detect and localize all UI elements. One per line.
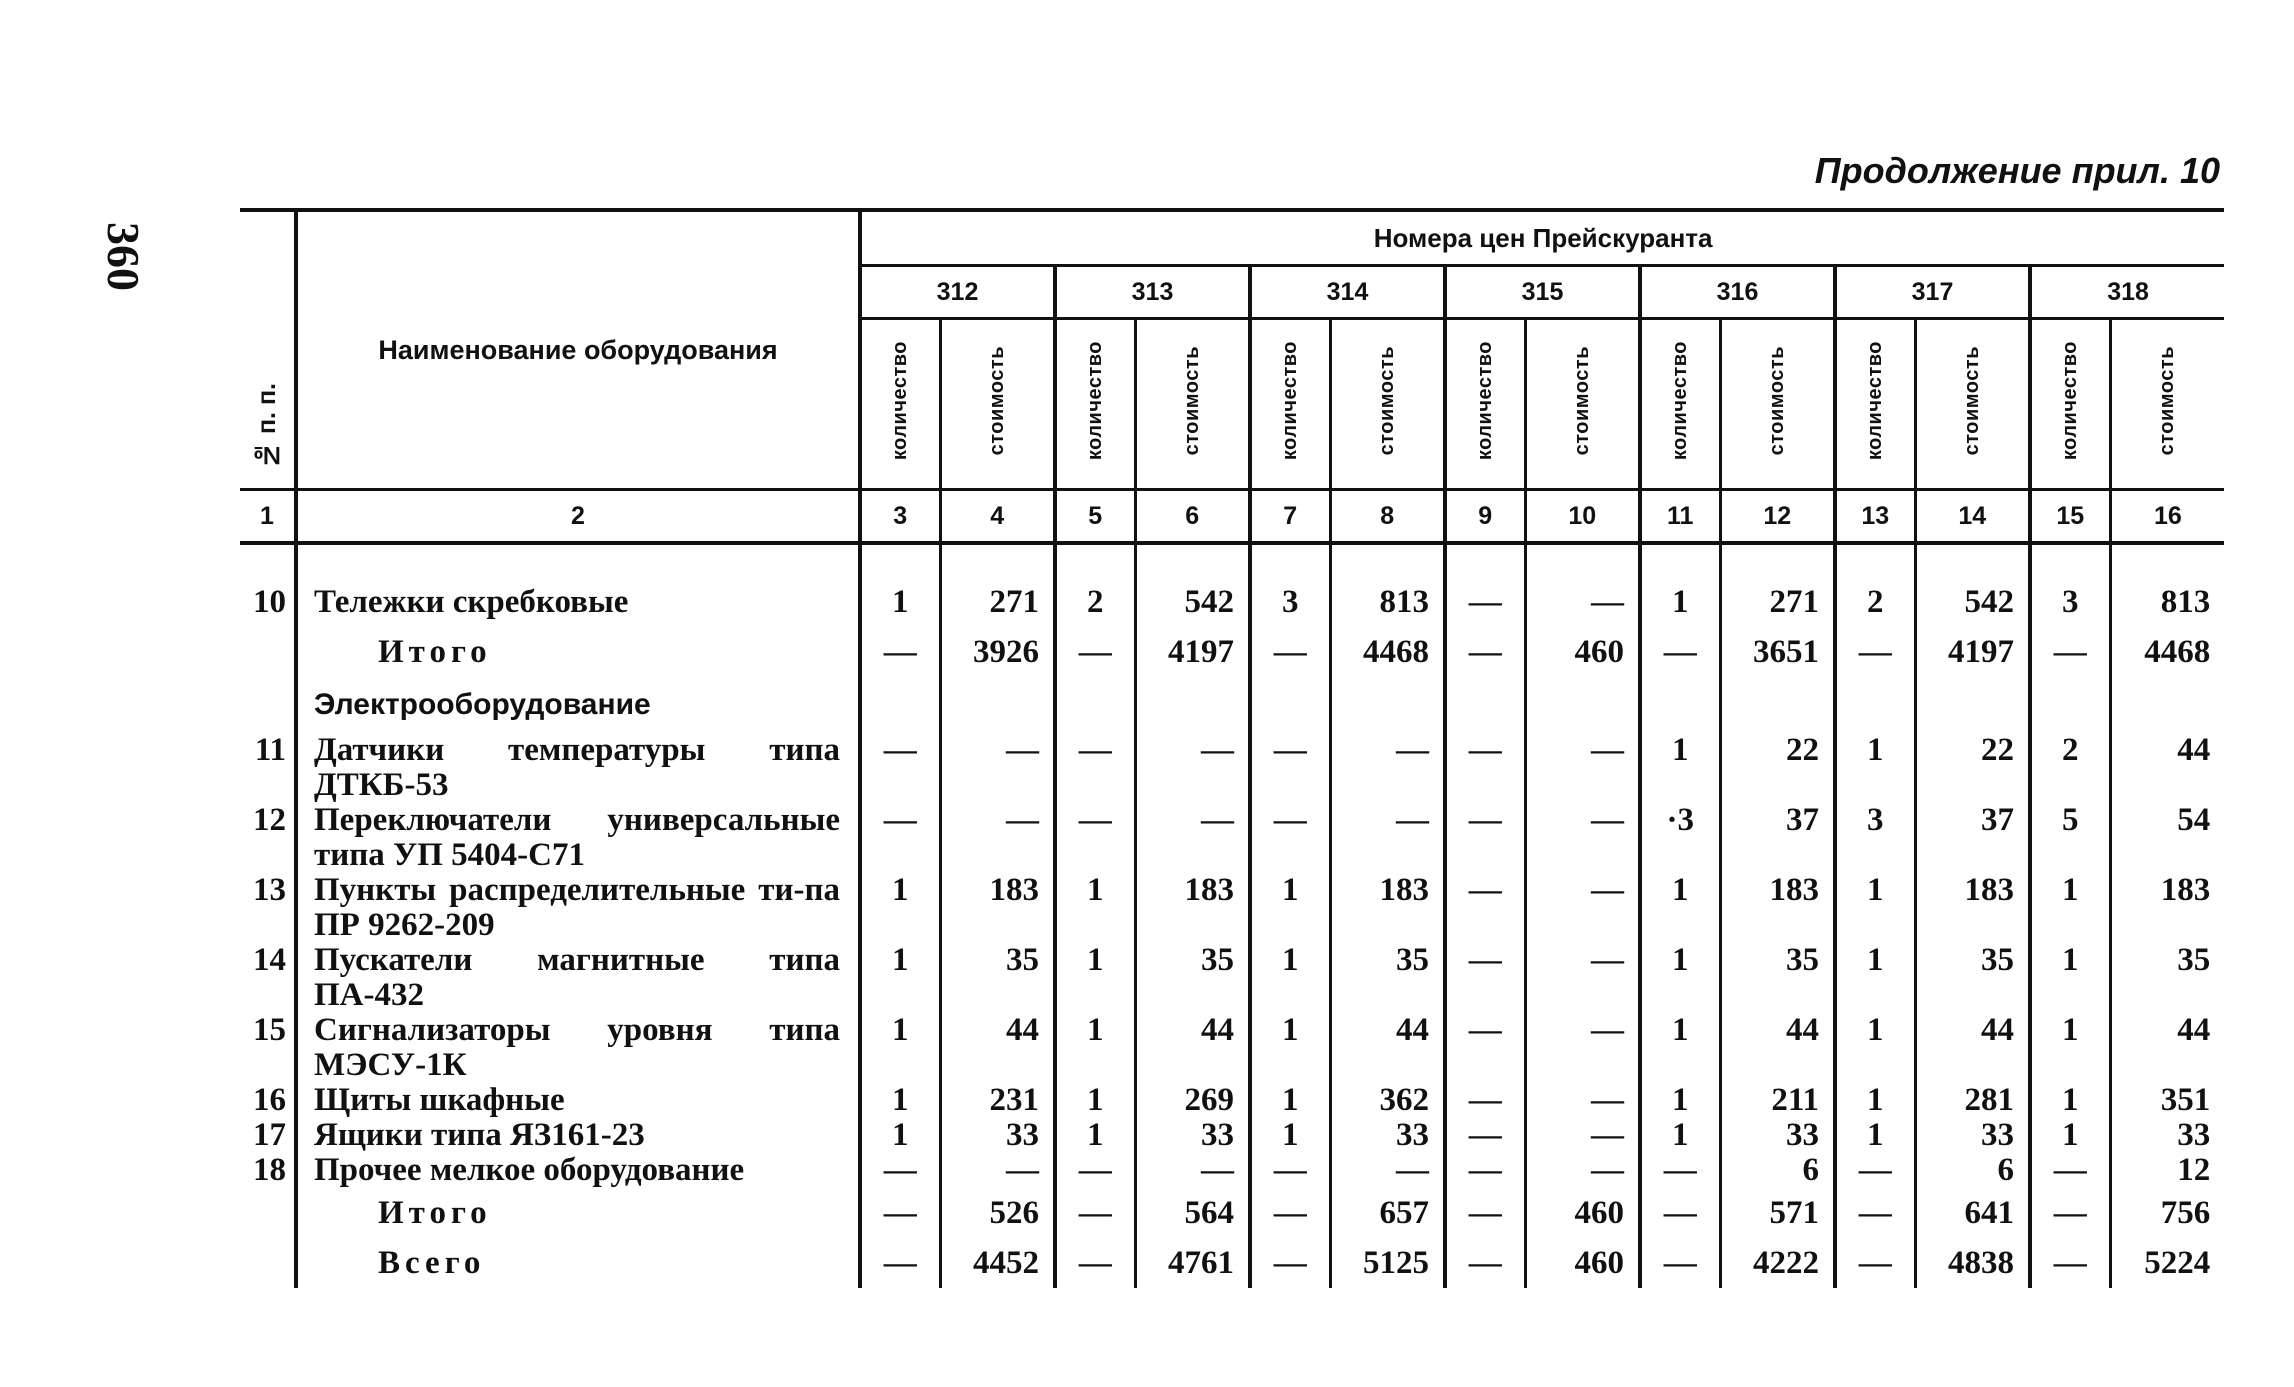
cost-cell [940,677,1055,733]
cost-cell: 44 [1330,1013,1445,1083]
row-number [240,627,296,677]
cost-cell: 231 [940,1083,1055,1118]
cost-cell: 37 [1720,803,1835,873]
column-number-4: 4 [940,490,1055,544]
quantity-cell: — [1055,1153,1135,1188]
cost-cell: — [1525,577,1640,627]
quantity-cell: 1 [1835,1118,1915,1153]
quantity-cell: 2 [1835,577,1915,627]
quantity-cell: — [1250,1188,1330,1238]
table-row [240,873,2224,943]
cost-cell: 183 [940,873,1055,943]
cost-cell: — [1525,943,1640,1013]
equipment-name: Пункты распределительные ти-па ПР 9262-209 [296,873,860,943]
cost-cell: 44 [2110,1013,2224,1083]
column-number-15: 15 [2030,490,2110,544]
cost-cell: 3651 [1720,627,1835,677]
cost-cell: — [1525,1118,1640,1153]
row-number: 10 [253,584,286,620]
quantity-cell: ·3 [1640,803,1720,873]
price-number-312: 312 [860,266,1055,319]
quantity-cell: — [1445,943,1525,1013]
cost-cell: 281 [1915,1083,2030,1118]
cost-cell: 6 [1720,1153,1835,1188]
column-number-14: 14 [1915,490,2030,544]
row-number: 16 [253,1082,286,1118]
quantity-cell: — [1445,1188,1525,1238]
equipment-name: Всего [296,1238,860,1288]
cost-cell: 4197 [1915,627,2030,677]
cost-header-313: стоимость [1135,319,1250,490]
quantity-cell: — [1055,803,1135,873]
equipment-name: Сигнализаторы уровня типа МЭСУ-1К [296,1013,860,1083]
quantity-cell: — [1445,1238,1525,1288]
cost-cell: 5224 [2110,1238,2224,1288]
cost-cell: — [1135,1153,1250,1188]
quantity-cell: 1 [1640,577,1720,627]
cost-cell: 4222 [1720,1238,1835,1288]
equipment-name: Щиты шкафные [296,1083,860,1118]
quantity-header-314: количество [1250,319,1330,490]
row-number [240,677,296,733]
quantity-cell: 3 [1250,577,1330,627]
table-row [240,577,2224,627]
quantity-cell: — [860,627,940,677]
cost-cell: 571 [1720,1188,1835,1238]
cost-cell: — [1525,1013,1640,1083]
quantity-cell [1445,677,1525,733]
cost-cell: 6 [1915,1153,2030,1188]
total-row [240,627,2224,677]
quantity-cell: 1 [1640,1118,1720,1153]
cost-cell: 44 [940,1013,1055,1083]
quantity-cell: 1 [860,1083,940,1118]
cost-header-312: стоимость [940,319,1055,490]
column-number-5: 5 [1055,490,1135,544]
price-number-317: 317 [1835,266,2030,319]
cost-cell: 33 [940,1118,1055,1153]
cost-cell: 183 [1330,873,1445,943]
table-row [240,733,2224,803]
cost-cell: 35 [1915,943,2030,1013]
cost-cell [1330,677,1445,733]
cost-header-316: стоимость [1720,319,1835,490]
quantity-cell: 2 [1055,577,1135,627]
cost-cell: 33 [1330,1118,1445,1153]
cost-header-318: стоимость [2110,319,2224,490]
cost-cell: 362 [1330,1083,1445,1118]
cost-cell: 813 [2110,577,2224,627]
quantity-cell: 1 [1640,873,1720,943]
quantity-cell: — [1445,803,1525,873]
quantity-cell: — [2030,1188,2110,1238]
quantity-cell: — [1835,1153,1915,1188]
price-numbers-header: Номера цен Прейскуранта [860,210,2224,266]
column-number-9: 9 [1445,490,1525,544]
cost-cell: 526 [940,1188,1055,1238]
cost-cell: — [940,803,1055,873]
cost-cell: 657 [1330,1188,1445,1238]
cost-cell: — [1525,873,1640,943]
cost-cell: 211 [1720,1083,1835,1118]
cost-cell: — [1525,1083,1640,1118]
quantity-cell: 1 [1835,1083,1915,1118]
equipment-name: Прочее мелкое оборудование [296,1153,860,1188]
quantity-cell: 1 [2030,1083,2110,1118]
quantity-cell: 3 [1835,803,1915,873]
column-number-12: 12 [1720,490,1835,544]
equipment-name: Тележки скребковые [296,577,860,627]
equipment-name: Датчики температуры типа ДТКБ-53 [296,733,860,803]
cost-cell: 271 [940,577,1055,627]
cost-cell: 4838 [1915,1238,2030,1288]
cost-header-317: стоимость [1915,319,2030,490]
quantity-cell: — [1250,1153,1330,1188]
quantity-cell: — [1445,873,1525,943]
column-number-11: 11 [1640,490,1720,544]
quantity-cell: — [1250,733,1330,803]
quantity-cell: — [860,1238,940,1288]
quantity-cell: 5 [2030,803,2110,873]
quantity-cell: — [1640,1153,1720,1188]
quantity-cell: — [1835,1188,1915,1238]
cost-cell: 271 [1720,577,1835,627]
price-number-315: 315 [1445,266,1640,319]
quantity-cell: 1 [1640,1083,1720,1118]
cost-cell: 460 [1525,1238,1640,1288]
equipment-price-table [240,208,2224,1288]
cost-header-315: стоимость [1525,319,1640,490]
cost-cell: 351 [2110,1083,2224,1118]
table-row [240,1083,2224,1118]
cost-cell: 183 [1135,873,1250,943]
cost-cell: 12 [2110,1153,2224,1188]
quantity-cell: 1 [2030,873,2110,943]
cost-cell: 4452 [940,1238,1055,1288]
section-row [240,677,2224,733]
cost-cell: 22 [1720,733,1835,803]
quantity-cell: 1 [1640,1013,1720,1083]
quantity-header-316: количество [1640,319,1720,490]
column-number-7: 7 [1250,490,1330,544]
row-number: 13 [253,872,286,908]
equipment-name: Итого [296,1188,860,1238]
quantity-cell [1250,677,1330,733]
quantity-cell: — [1055,733,1135,803]
quantity-cell: — [1835,627,1915,677]
column-number-3: 3 [860,490,940,544]
cost-cell: — [1330,733,1445,803]
row-number [240,1188,296,1238]
cost-cell: 641 [1915,1188,2030,1238]
cost-cell: 22 [1915,733,2030,803]
quantity-cell: — [2030,627,2110,677]
cost-cell: 4468 [1330,627,1445,677]
quantity-cell: 1 [860,1118,940,1153]
quantity-cell: — [1250,627,1330,677]
equipment-name: Итого [296,627,860,677]
cost-cell: — [1135,803,1250,873]
total-row [240,1238,2224,1288]
cost-cell: 33 [2110,1118,2224,1153]
cost-cell: 813 [1330,577,1445,627]
cost-cell: 35 [1720,943,1835,1013]
quantity-cell: 1 [1055,1013,1135,1083]
quantity-header-312: количество [860,319,940,490]
column-number-6: 6 [1135,490,1250,544]
quantity-header-317: количество [1835,319,1915,490]
cost-cell: — [1135,733,1250,803]
quantity-cell: 1 [1250,1118,1330,1153]
cost-cell [2110,677,2224,733]
cost-cell: 460 [1525,627,1640,677]
quantity-cell: 1 [1640,733,1720,803]
cost-cell: — [1525,803,1640,873]
quantity-cell: — [2030,1238,2110,1288]
cost-cell: 37 [1915,803,2030,873]
quantity-cell: — [1250,803,1330,873]
cost-cell: 460 [1525,1188,1640,1238]
quantity-cell: — [1445,1118,1525,1153]
quantity-cell: — [1445,1083,1525,1118]
cost-cell: — [940,733,1055,803]
column-number-1: 1 [240,490,296,544]
quantity-cell: — [1835,1238,1915,1288]
quantity-cell: — [1055,1238,1135,1288]
quantity-cell: 1 [860,1013,940,1083]
column-number-row [240,490,2224,544]
quantity-cell: 1 [860,873,940,943]
continuation-label: Продолжение прил. 10 [1814,150,2220,191]
quantity-cell: 1 [1835,1013,1915,1083]
column-number-16: 16 [2110,490,2224,544]
column-number-10: 10 [1525,490,1640,544]
table-row [240,803,2224,873]
quantity-header-315: количество [1445,319,1525,490]
row-number: 15 [253,1012,286,1048]
cost-cell: 44 [1720,1013,1835,1083]
row-number: 11 [254,732,286,768]
section-title: Электрооборудование [296,677,860,733]
quantity-cell: 1 [1055,943,1135,1013]
quantity-cell: — [1445,1153,1525,1188]
table-row [240,1118,2224,1153]
quantity-cell [1640,677,1720,733]
quantity-cell: 1 [1055,1118,1135,1153]
table-row [240,943,2224,1013]
equipment-name: Пускатели магнитные типа ПА-432 [296,943,860,1013]
quantity-cell: 1 [860,943,940,1013]
equipment-name: Ящики типа ЯЗ161-23 [296,1118,860,1153]
quantity-cell: — [1640,627,1720,677]
cost-cell: 564 [1135,1188,1250,1238]
quantity-cell: — [860,1188,940,1238]
cost-cell: 35 [940,943,1055,1013]
row-number: 12 [253,802,286,838]
quantity-cell: 1 [1055,873,1135,943]
cost-cell: 35 [2110,943,2224,1013]
cost-cell: 3926 [940,627,1055,677]
cost-cell: 44 [1135,1013,1250,1083]
quantity-cell: — [1055,1188,1135,1238]
cost-cell: 5125 [1330,1238,1445,1288]
column-number-2: 2 [296,490,860,544]
quantity-cell: — [1055,627,1135,677]
cost-cell [1720,677,1835,733]
cost-cell: 542 [1135,577,1250,627]
quantity-cell: 1 [1835,733,1915,803]
cost-cell: 4197 [1135,627,1250,677]
cost-cell: 44 [1915,1013,2030,1083]
quantity-cell [1835,677,1915,733]
quantity-header-313: количество [1055,319,1135,490]
column-number-8: 8 [1330,490,1445,544]
quantity-cell: 1 [1835,943,1915,1013]
cost-cell: 542 [1915,577,2030,627]
quantity-cell: — [2030,1153,2110,1188]
quantity-cell: — [1445,627,1525,677]
cost-cell [1525,677,1640,733]
cost-cell: 183 [1720,873,1835,943]
quantity-cell: — [1445,733,1525,803]
cost-cell [1915,677,2030,733]
cost-cell: 35 [1330,943,1445,1013]
table-header [240,210,2224,543]
cost-cell: — [1330,803,1445,873]
quantity-cell: — [1445,1013,1525,1083]
cost-cell: 33 [1720,1118,1835,1153]
cost-cell: 35 [1135,943,1250,1013]
quantity-cell [2030,677,2110,733]
quantity-cell: 1 [1640,943,1720,1013]
cost-cell: — [1525,733,1640,803]
quantity-cell: — [1445,577,1525,627]
row-number-header: № п. п. [240,210,296,490]
cost-header-314: стоимость [1330,319,1445,490]
row-number: 17 [253,1117,286,1153]
quantity-cell: 2 [2030,733,2110,803]
price-number-316: 316 [1640,266,1835,319]
cost-cell: 269 [1135,1083,1250,1118]
quantity-cell: — [860,803,940,873]
quantity-cell: — [1640,1238,1720,1288]
cost-cell: 183 [2110,873,2224,943]
quantity-cell: — [1640,1188,1720,1238]
quantity-cell: — [860,733,940,803]
cost-cell: 183 [1915,873,2030,943]
quantity-cell: 1 [1250,873,1330,943]
quantity-cell: 1 [1835,873,1915,943]
cost-cell: — [1330,1153,1445,1188]
cost-cell: 54 [2110,803,2224,873]
cost-cell: 756 [2110,1188,2224,1238]
equipment-name: Переключатели универсальные типа УП 5404-С71 [296,803,860,873]
quantity-cell: 1 [1055,1083,1135,1118]
price-number-318: 318 [2030,266,2224,319]
quantity-cell: 1 [860,577,940,627]
quantity-header-318: количество [2030,319,2110,490]
price-number-313: 313 [1055,266,1250,319]
quantity-cell: 1 [2030,1013,2110,1083]
total-row [240,1188,2224,1238]
quantity-cell: — [860,1153,940,1188]
row-number [240,1238,296,1288]
quantity-cell [1055,677,1135,733]
cost-cell: 33 [1135,1118,1250,1153]
cost-cell: 4761 [1135,1238,1250,1288]
quantity-cell: 1 [1250,943,1330,1013]
cost-cell: — [1525,1153,1640,1188]
column-number-13: 13 [1835,490,1915,544]
table-row [240,1153,2224,1188]
cost-cell: 33 [1915,1118,2030,1153]
row-number: 14 [253,942,286,978]
cost-cell: 44 [2110,733,2224,803]
quantity-cell [860,677,940,733]
page-number: 360 [98,222,149,291]
cost-cell [1135,677,1250,733]
quantity-cell: 3 [2030,577,2110,627]
cost-cell: — [940,1153,1055,1188]
quantity-cell: 1 [2030,943,2110,1013]
price-number-314: 314 [1250,266,1445,319]
quantity-cell: 1 [1250,1083,1330,1118]
table-row [240,1013,2224,1083]
cost-cell: 4468 [2110,627,2224,677]
quantity-cell: — [1250,1238,1330,1288]
quantity-cell: 1 [1250,1013,1330,1083]
row-number: 18 [253,1152,286,1188]
table-body [240,543,2224,1288]
name-header: Наименование оборудования [296,210,860,490]
quantity-cell: 1 [2030,1118,2110,1153]
